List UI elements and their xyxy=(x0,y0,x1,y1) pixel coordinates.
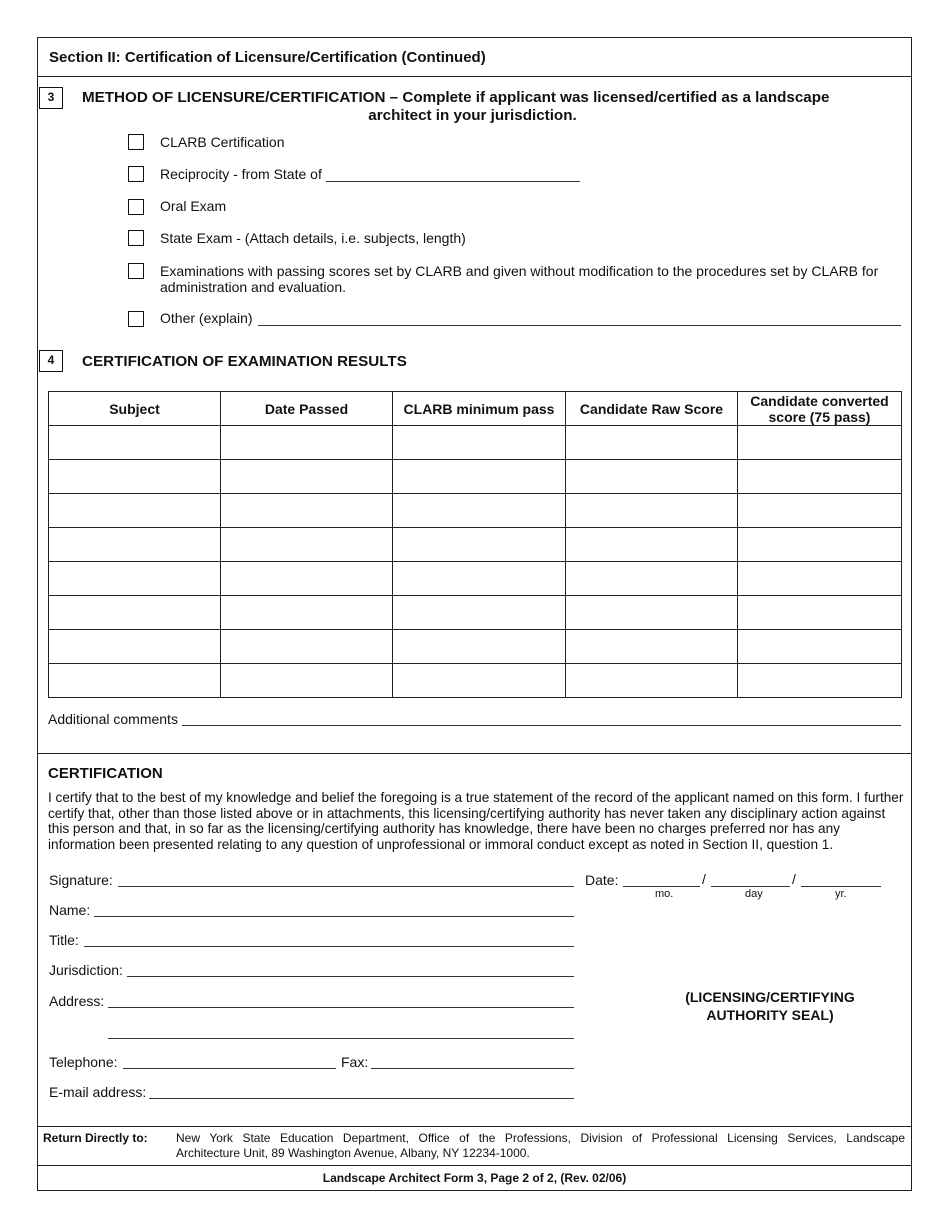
certification-heading: CERTIFICATION xyxy=(48,765,163,782)
clarb-scores-exam-checkbox[interactable] xyxy=(128,263,144,279)
column-header-clarb-minimum-pass: CLARB minimum pass xyxy=(393,392,566,426)
cell-date-passed[interactable] xyxy=(221,596,393,630)
signature-field[interactable] xyxy=(118,886,574,887)
divider xyxy=(37,1165,912,1166)
date-day-field[interactable] xyxy=(711,886,790,887)
seal-line-2: AUTHORITY SEAL) xyxy=(706,1007,834,1023)
column-header-subject: Subject xyxy=(49,392,221,426)
additional-comments-label: Additional comments xyxy=(48,711,178,727)
cell-clarb-minimum-pass[interactable] xyxy=(393,664,566,698)
cell-candidate-raw-score[interactable] xyxy=(566,630,738,664)
cell-date-passed[interactable] xyxy=(221,528,393,562)
cell-candidate-raw-score[interactable] xyxy=(566,664,738,698)
address-label: Address: xyxy=(49,993,105,1009)
cell-clarb-minimum-pass[interactable] xyxy=(393,426,566,460)
q4-heading: CERTIFICATION OF EXAMINATION RESULTS xyxy=(82,353,407,370)
reciprocity-label: Reciprocity - from State of xyxy=(160,166,322,182)
date-month-caption: mo. xyxy=(655,888,674,900)
exam-results-table xyxy=(48,391,902,698)
table-row xyxy=(49,596,902,630)
name-label: Name: xyxy=(49,902,91,918)
other-label: Other (explain) xyxy=(160,310,253,326)
table-row xyxy=(49,426,902,460)
section-title: Section II: Certification of Licensure/Certification (Continued) xyxy=(49,49,486,66)
cell-candidate-raw-score[interactable] xyxy=(566,562,738,596)
cell-candidate-raw-score[interactable] xyxy=(566,528,738,562)
cell-subject[interactable] xyxy=(49,528,221,562)
oral-exam-checkbox[interactable] xyxy=(128,199,144,215)
email-field[interactable] xyxy=(149,1098,574,1099)
date-day-caption: day xyxy=(745,888,763,900)
reciprocity-state-field[interactable] xyxy=(326,181,580,182)
table-row xyxy=(49,630,902,664)
date-separator: / xyxy=(702,871,706,887)
cell-subject[interactable] xyxy=(49,562,221,596)
column-header-candidate-raw-score: Candidate Raw Score xyxy=(566,392,738,426)
address-field-line1[interactable] xyxy=(108,1007,574,1008)
date-month-field[interactable] xyxy=(623,886,700,887)
cell-date-passed[interactable] xyxy=(221,494,393,528)
state-exam-checkbox[interactable] xyxy=(128,230,144,246)
name-field[interactable] xyxy=(94,916,574,917)
cell-subject[interactable] xyxy=(49,460,221,494)
jurisdiction-label: Jurisdiction: xyxy=(49,962,123,978)
cell-clarb-minimum-pass[interactable] xyxy=(393,562,566,596)
telephone-label: Telephone: xyxy=(49,1054,118,1070)
title-field[interactable] xyxy=(84,946,574,947)
cell-date-passed[interactable] xyxy=(221,664,393,698)
table-row xyxy=(49,528,902,562)
column-header-date-passed: Date Passed xyxy=(221,392,393,426)
return-address-line1: New York State Education Department, Office of the Professions, Division of Professional Licensing Services, Landscape xyxy=(176,1131,905,1145)
email-label: E-mail address: xyxy=(49,1084,147,1100)
cell-subject[interactable] xyxy=(49,596,221,630)
cell-subject[interactable] xyxy=(49,664,221,698)
date-year-field[interactable] xyxy=(801,886,881,887)
signature-label: Signature: xyxy=(49,872,113,888)
cell-subject[interactable] xyxy=(49,426,221,460)
cell-candidate-converted-score[interactable] xyxy=(738,494,902,528)
divider xyxy=(37,753,912,754)
reciprocity-checkbox[interactable] xyxy=(128,166,144,182)
cell-date-passed[interactable] xyxy=(221,630,393,664)
form-footer: Landscape Architect Form 3, Page 2 of 2, (Rev. 02/06) xyxy=(322,1171,627,1185)
title-label: Title: xyxy=(49,932,79,948)
cell-candidate-raw-score[interactable] xyxy=(566,596,738,630)
seal-line-1: (LICENSING/CERTIFYING xyxy=(685,989,855,1005)
date-separator: / xyxy=(792,871,796,887)
address-field-line2[interactable] xyxy=(108,1038,574,1039)
table-row xyxy=(49,494,902,528)
cell-subject[interactable] xyxy=(49,630,221,664)
cell-candidate-converted-score[interactable] xyxy=(738,630,902,664)
cell-clarb-minimum-pass[interactable] xyxy=(393,460,566,494)
oral-exam-label: Oral Exam xyxy=(160,198,227,214)
clarb-certification-label: CLARB Certification xyxy=(160,134,285,150)
telephone-field[interactable] xyxy=(123,1068,336,1069)
fax-label: Fax: xyxy=(341,1054,369,1070)
other-explain-field[interactable] xyxy=(258,325,901,326)
date-year-caption: yr. xyxy=(835,888,847,900)
table-row xyxy=(49,460,902,494)
table-row xyxy=(49,664,902,698)
table-row xyxy=(49,562,902,596)
q3-heading-line2: architect in your jurisdiction. xyxy=(368,107,577,124)
cell-candidate-converted-score[interactable] xyxy=(738,664,902,698)
cell-candidate-converted-score[interactable] xyxy=(738,596,902,630)
cell-candidate-converted-score[interactable] xyxy=(738,460,902,494)
cell-clarb-minimum-pass[interactable] xyxy=(393,630,566,664)
cell-clarb-minimum-pass[interactable] xyxy=(393,596,566,630)
clarb-certification-checkbox[interactable] xyxy=(128,134,144,150)
cell-candidate-converted-score[interactable] xyxy=(738,426,902,460)
certification-statement: I certify that to the best of my knowledge and belief the foregoing is a true statement of the record of the applicant named on this form. I further certify that, other than those listed above or in attachments, this licensing/certifying authority has never taken any disciplinary action against this person and that, in so far as the licensing/certifying authority has knowledge, there have been no charges preferred nor has any information been presented relating to any question of unprofessional or immoral conduct except as noted in Section II, question 1. xyxy=(48,790,904,852)
cell-date-passed[interactable] xyxy=(221,562,393,596)
cell-candidate-raw-score[interactable] xyxy=(566,460,738,494)
q3-heading-line1: METHOD OF LICENSURE/CERTIFICATION – Complete if applicant was licensed/certified as a landscape xyxy=(82,89,830,106)
return-address-line2: Architecture Unit, 89 Washington Avenue, Albany, NY 12234-1000. xyxy=(176,1146,530,1160)
cell-candidate-raw-score[interactable] xyxy=(566,494,738,528)
question-number-4: 4 xyxy=(39,350,63,372)
authority-seal-area xyxy=(640,988,900,1024)
cell-clarb-minimum-pass[interactable] xyxy=(393,528,566,562)
cell-date-passed[interactable] xyxy=(221,426,393,460)
return-label: Return Directly to: xyxy=(43,1131,148,1145)
column-header-candidate-converted-score: Candidate converted score (75 pass) xyxy=(738,392,902,426)
additional-comments-field[interactable] xyxy=(182,725,901,726)
cell-candidate-converted-score[interactable] xyxy=(738,562,902,596)
clarb-scores-exam-label: Examinations with passing scores set by CLARB and given without modification to the procedures set by CLARB for administration and evaluation. xyxy=(160,263,879,295)
divider xyxy=(37,1126,912,1127)
divider xyxy=(37,76,912,77)
cell-date-passed[interactable] xyxy=(221,460,393,494)
jurisdiction-field[interactable] xyxy=(127,976,574,977)
other-checkbox[interactable] xyxy=(128,311,144,327)
cell-subject[interactable] xyxy=(49,494,221,528)
cell-candidate-raw-score[interactable] xyxy=(566,426,738,460)
fax-field[interactable] xyxy=(371,1068,574,1069)
state-exam-label: State Exam - (Attach details, i.e. subjects, length) xyxy=(160,230,466,246)
cell-clarb-minimum-pass[interactable] xyxy=(393,494,566,528)
question-number-3: 3 xyxy=(39,87,63,109)
cell-candidate-converted-score[interactable] xyxy=(738,528,902,562)
date-label: Date: xyxy=(585,872,619,888)
